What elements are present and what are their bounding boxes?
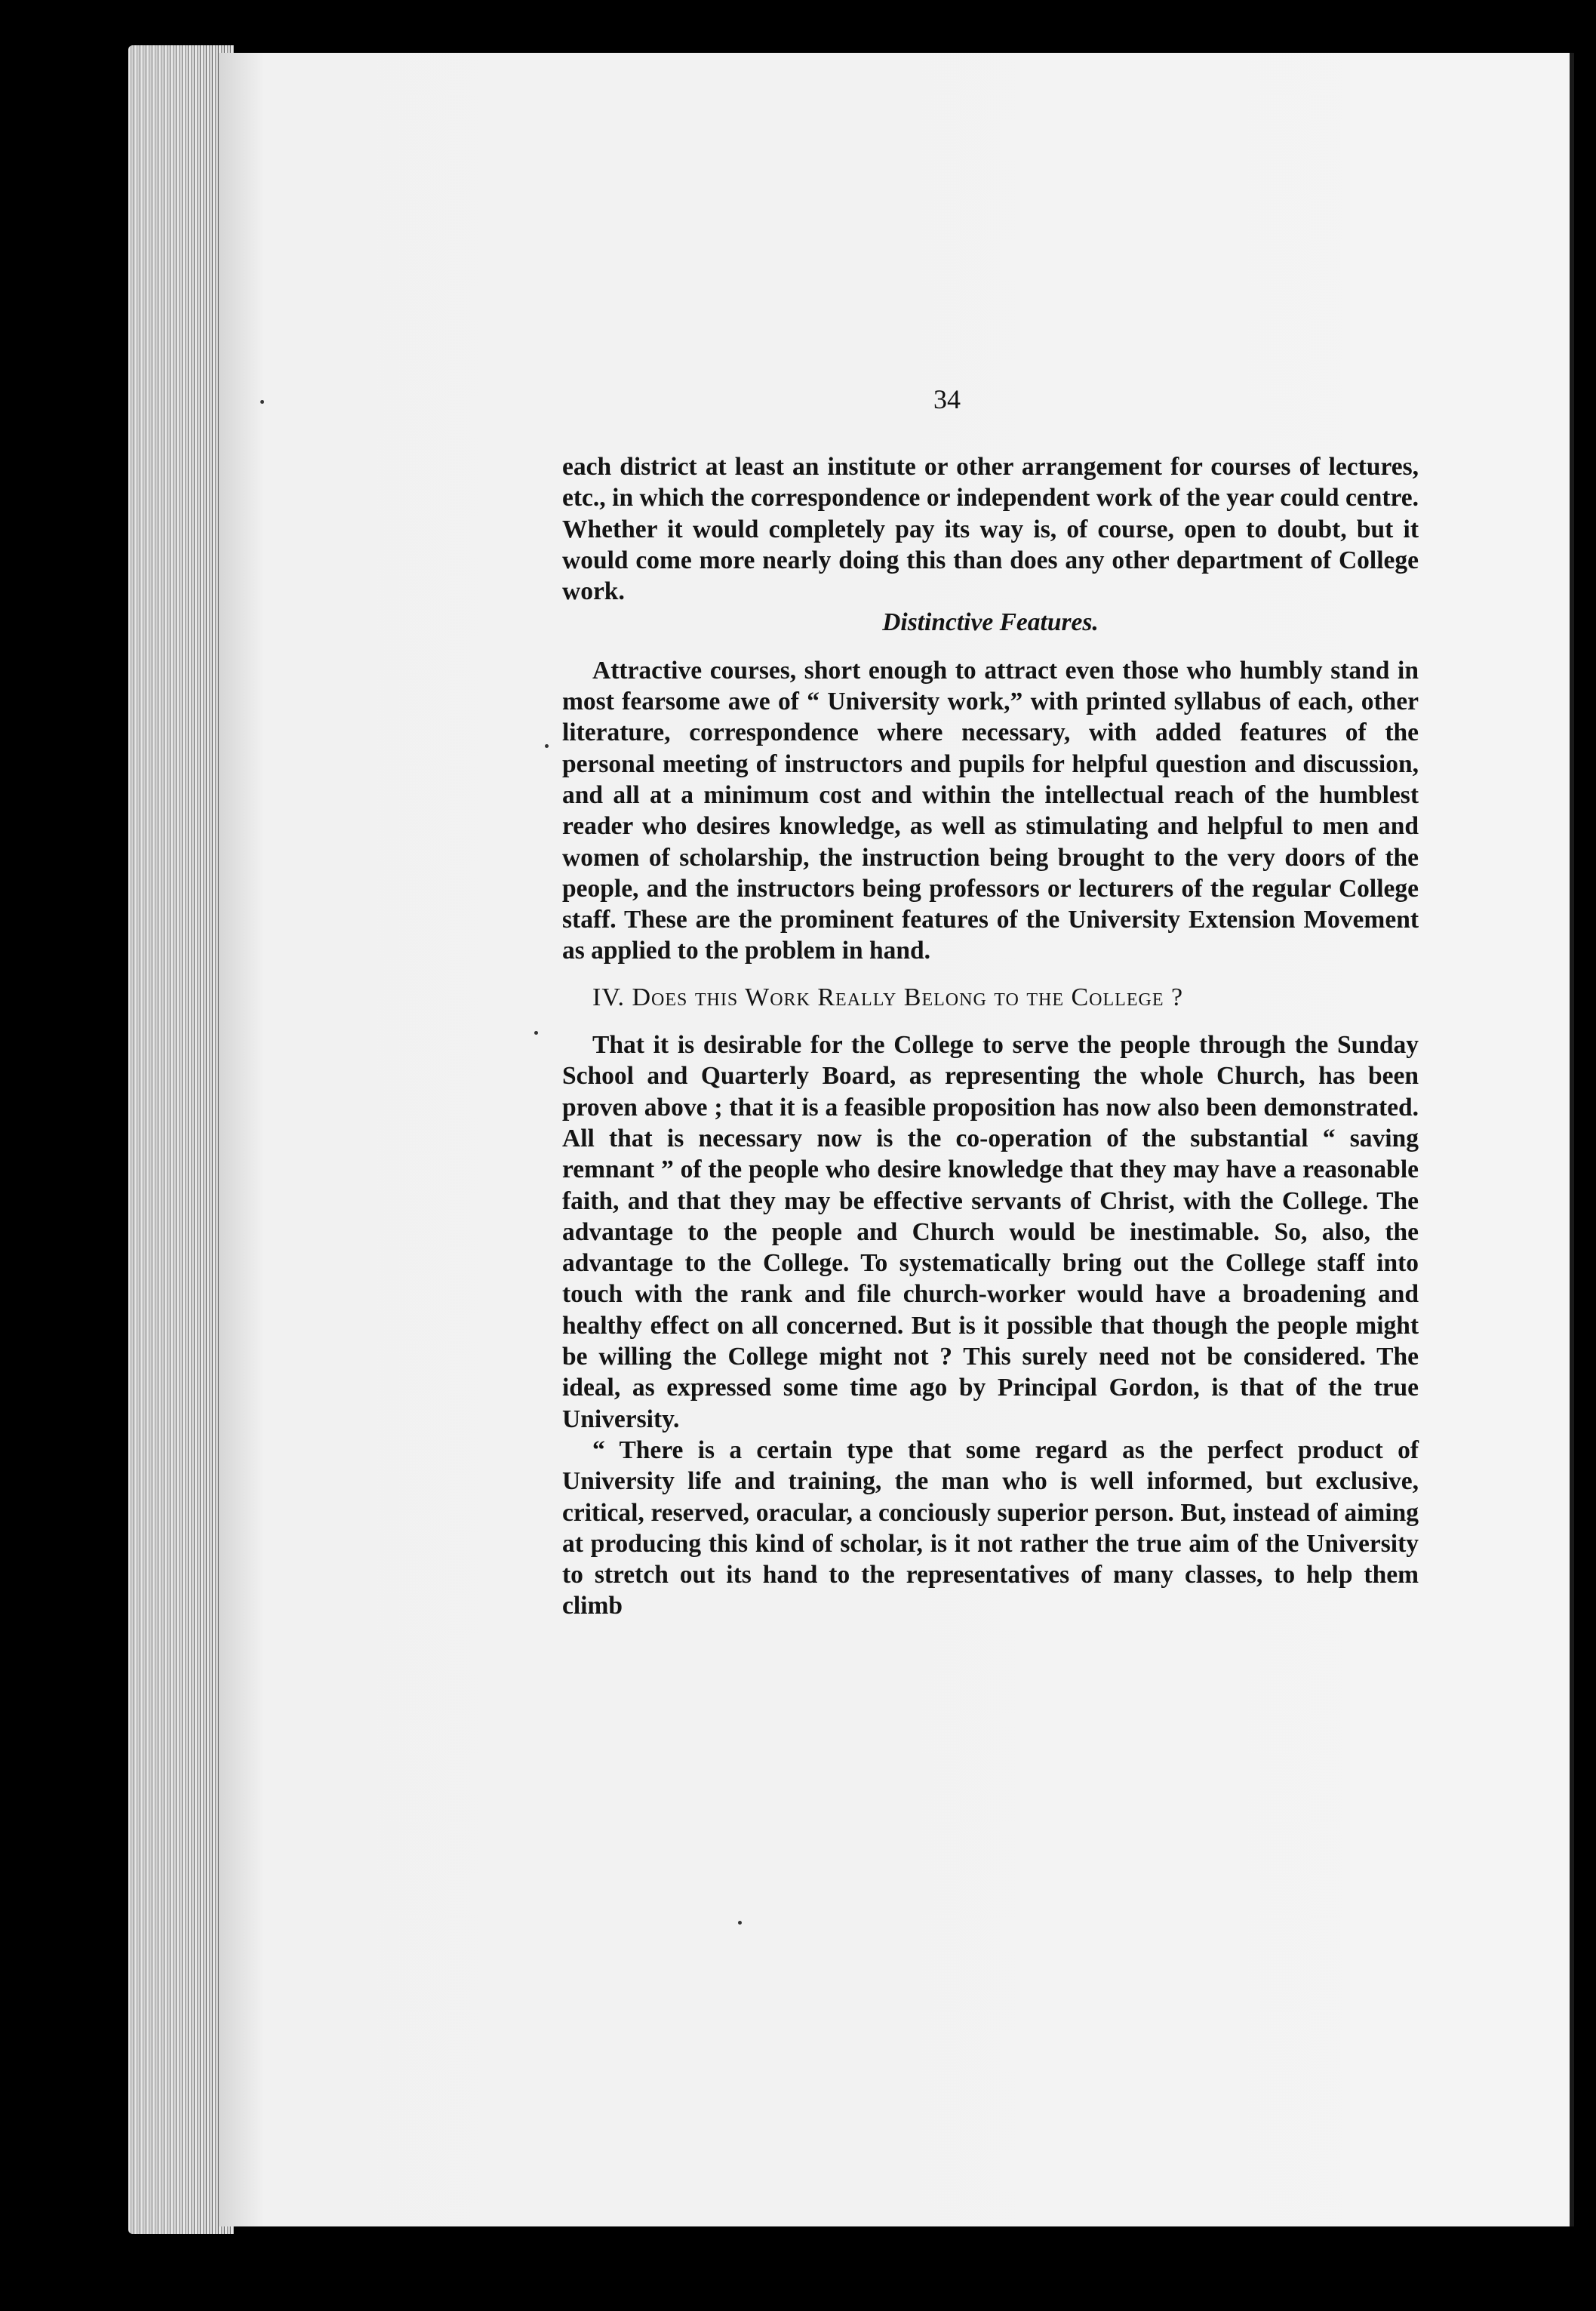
scan-speck: [738, 1921, 742, 1925]
scan-speck: [545, 744, 549, 748]
section-numeral: IV.: [592, 983, 625, 1011]
page-number: 34: [933, 384, 961, 414]
section-heading: [592, 982, 1419, 1013]
paragraph-quote: “ There is a certain type that some regard as the perfect product of University life and training, the man who is well informed, but exclusive, critical, reserved, oracular, a conciously superior person. But, instead of aiming at producing this kind of scholar, is it not rather the true aim of the University to stretch out its hand to the representatives of many classes, to help them climb: [562, 1436, 1419, 1620]
page-edges: [128, 45, 234, 2234]
body-text: [562, 451, 1419, 1622]
subheading-distinctive-features: Distinctive Features.: [882, 608, 1099, 637]
scan-speck: [260, 400, 264, 404]
section-title: Does this Work Really Belong to the College ?: [632, 983, 1184, 1011]
scan-speck: [534, 1031, 538, 1035]
paragraph-opening: each district at least an institute or other arrangement for courses of lectures, etc., in which the correspondence or independent work of the year could centre. Whether it would completely pay its way is, of course, open to doubt, but it would come more nearly doing this than does any other department of College work.: [562, 453, 1419, 606]
paragraph-features: Attractive courses, short enough to attract even those who humbly stand in most fearsome awe of “ University work,” with printed syllabus of each, other literature, correspondence where necessary, with added features of the personal meeting of instructors and pupils for helpful question and discussion, and all at a minimum cost and within the intellectual reach of the humblest reader who desires knowledge, as well as stimulating and helpful to men and women of scholarship, the instruction being brought to the very doors of the people, and the instructors being professors or lecturers of the regular College staff. These are the prominent features of the University Extension Movement as applied to the problem in hand.: [562, 656, 1419, 965]
paragraph-belong: That it is desirable for the College to serve the people through the Sunday School and Quarterly Board, as representing the whole Church, has been proven above ; that it is a feasible proposition has now also been demonstrated. All that is necessary now is the co-operation of the substantial “ saving remnant ” of the people who desire knowledge that they may have a reasonable faith, and that they may be effective servants of Christ, with the College. The advantage to the people and Church would be inestimable. So, also, the advantage to the College. To systematically bring out the College staff into touch with the rank and file church-worker would have a broadening and healthy effect on all concerned. But is it possible that though the people might be willing the College might not ? This surely need not be considered. The ideal, as expressed some time ago by Principal Gordon, is that of the true University.: [562, 1031, 1419, 1433]
